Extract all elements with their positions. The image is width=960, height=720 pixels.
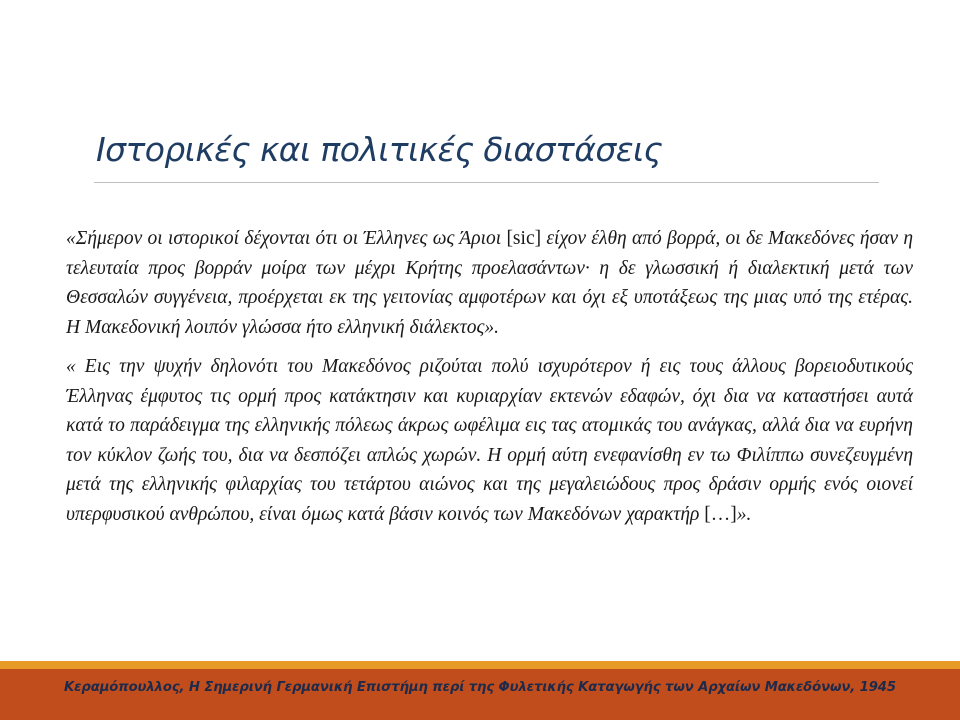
quote-2-text-end: ». <box>736 503 752 525</box>
sic-marker: [sic] <box>506 228 542 249</box>
title-divider <box>94 182 879 183</box>
quote-1-text-start: «Σήμερον οι ιστορικοί δέχονται ότι οι Έλληνες ως Άριοι <box>66 228 507 249</box>
slide-title: Ιστορικές και πολιτικές διαστάσεις <box>96 130 663 169</box>
quote-2-text-start: « Εις την ψυχήν δηλονότι του Μακεδόνος ριζούται πολύ ισχυρότερον ή εις τους άλλους βορειοδυτικούς Έλληνας έμφυτος τις ορμή προς κατάκτησιν και κυριαρχίαν εκτενών εδαφών, όχι δια να καταστήσει αυτά κατά το παράδειγμα της ελληνικής πόλεως άκρως ωφέλιμα εις τας ατομικάς του ανάγκας, αλλά δια να ευρήνη τον κύκλον ζωής του, δια να δεσπόζει απλώς χωρών. Η ορμή αύτη ενεφανίσθη εν τω Φιλίππω συνεζευγμένη μετά της ελληνικής φιλαρχίας του τετάρτου αιώνος και της μεγαλειώδους προς δράσιν ορμής ενός οιονεί υπερφυσικού ανθρώπου, είναι όμως κατά βάσιν κοινός των Μακεδόνων χαρακτήρ <box>66 356 913 525</box>
footer-bar-accent <box>0 661 960 669</box>
quote-body <box>66 224 913 539</box>
ellipsis-marker: […] <box>704 503 737 525</box>
footer-citation: Κεραμόπουλλος, Η Σημερινή Γερμανική Επιστήμη περί της Φυλετικής Καταγωγής των Αρχαίων Μακεδόνων, 1945 <box>64 680 896 695</box>
quote-1-text-end: είχον έλθη από βορρά, οι δε Μακεδόνες ήσαν η τελευταία προς βορράν μοίρα των μέχρι Κρήτης προελασάντων· η δε γλωσσική ή διαλεκτική μετά των Θεσσαλών συγγένεια, προέρχεται εκ της γειτονίας αμφοτέρων και όχι εξ υποτάξεως της μιας υπό της ετέρας. Η Μακεδονική λοιπόν γλώσσα ήτο ελληνική διάλεκτος». <box>66 228 913 338</box>
quote-paragraph-2 <box>66 352 913 529</box>
quote-paragraph-1 <box>66 224 913 342</box>
